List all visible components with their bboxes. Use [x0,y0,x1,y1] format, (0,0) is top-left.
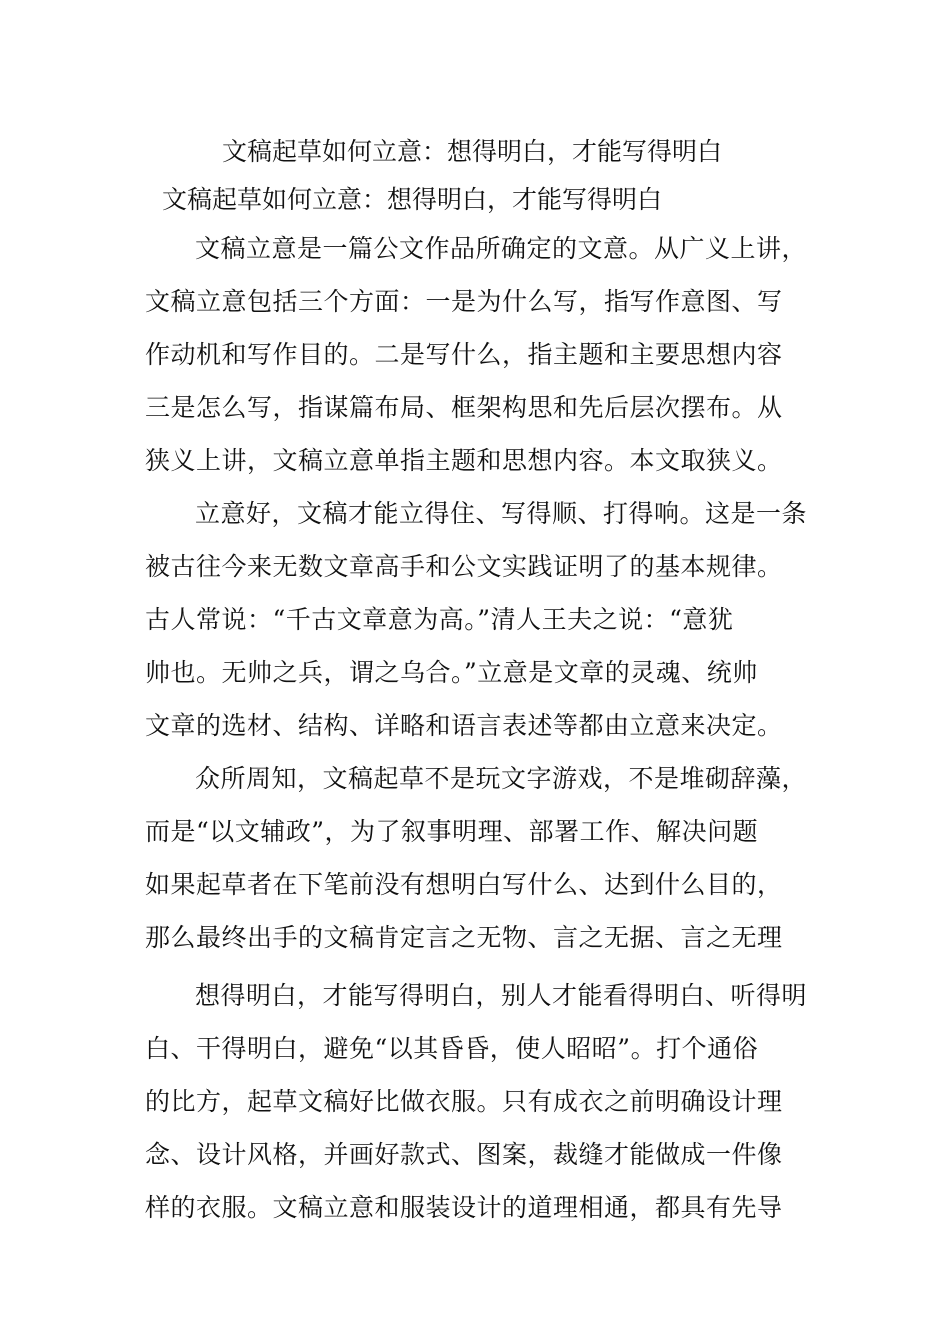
text-line: 的比方，起草文稿好比做衣服。只有成衣之前明确设计理 [145,1087,783,1116]
text-line: 样的衣服。文稿立意和服装设计的道理相通，都具有先导 [145,1193,783,1222]
text-line: 而是“以文辅政”，为了叙事明理、部署工作、解决问题 [145,817,759,846]
document-subtitle: 文稿起草如何立意：想得明白，才能写得明白 [162,185,663,214]
text-line: 文稿立意包括三个方面：一是为什么写，指写作意图、写 [145,287,783,316]
text-line: 狭义上讲，文稿立意单指主题和思想内容。本文取狭义。 [145,446,783,475]
text-line: 被古往今来无数文章高手和公文实践证明了的基本规律。 [145,552,783,581]
text-line: 古人常说：“千古文章意为高。”清人王夫之说：“意犹 [145,605,734,634]
text-line: 文稿立意是一篇公文作品所确定的文意。从广义上讲， [195,234,808,263]
text-line: 众所周知，文稿起草不是玩文字游戏，不是堆砌辞藻， [195,764,808,793]
text-line: 三是怎么写，指谋篇布局、框架构思和先后层次摆布。从 [145,393,783,422]
body-text-block-2 [145,969,810,1234]
text-line: 作动机和写作目的。二是写什么，指主题和主要思想内容 [145,340,783,369]
text-line: 立意好，文稿才能立得住、写得顺、打得响。这是一条 [195,499,808,528]
body-text-block-1 [145,222,810,964]
text-line: 帅也。无帅之兵，谓之乌合。”立意是文章的灵魂、统帅 [145,658,758,687]
text-line: 如果起草者在下笔前没有想明白写什么、达到什么目的， [145,870,783,899]
text-line: 想得明白，才能写得明白，别人才能看得明白、听得明 [195,981,808,1010]
text-line: 文章的选材、结构、详略和语言表述等都由立意来决定。 [145,711,783,740]
text-line: 念、设计风格，并画好款式、图案，裁缝才能做成一件像 [145,1140,783,1169]
text-line: 白、干得明白，避免“以其昏昏，使人昭昭”。打个通俗 [145,1034,759,1063]
document-title: 文稿起草如何立意：想得明白，才能写得明白 [222,137,723,166]
text-line: 那么最终出手的文稿肯定言之无物、言之无据、言之无理 [145,923,783,952]
